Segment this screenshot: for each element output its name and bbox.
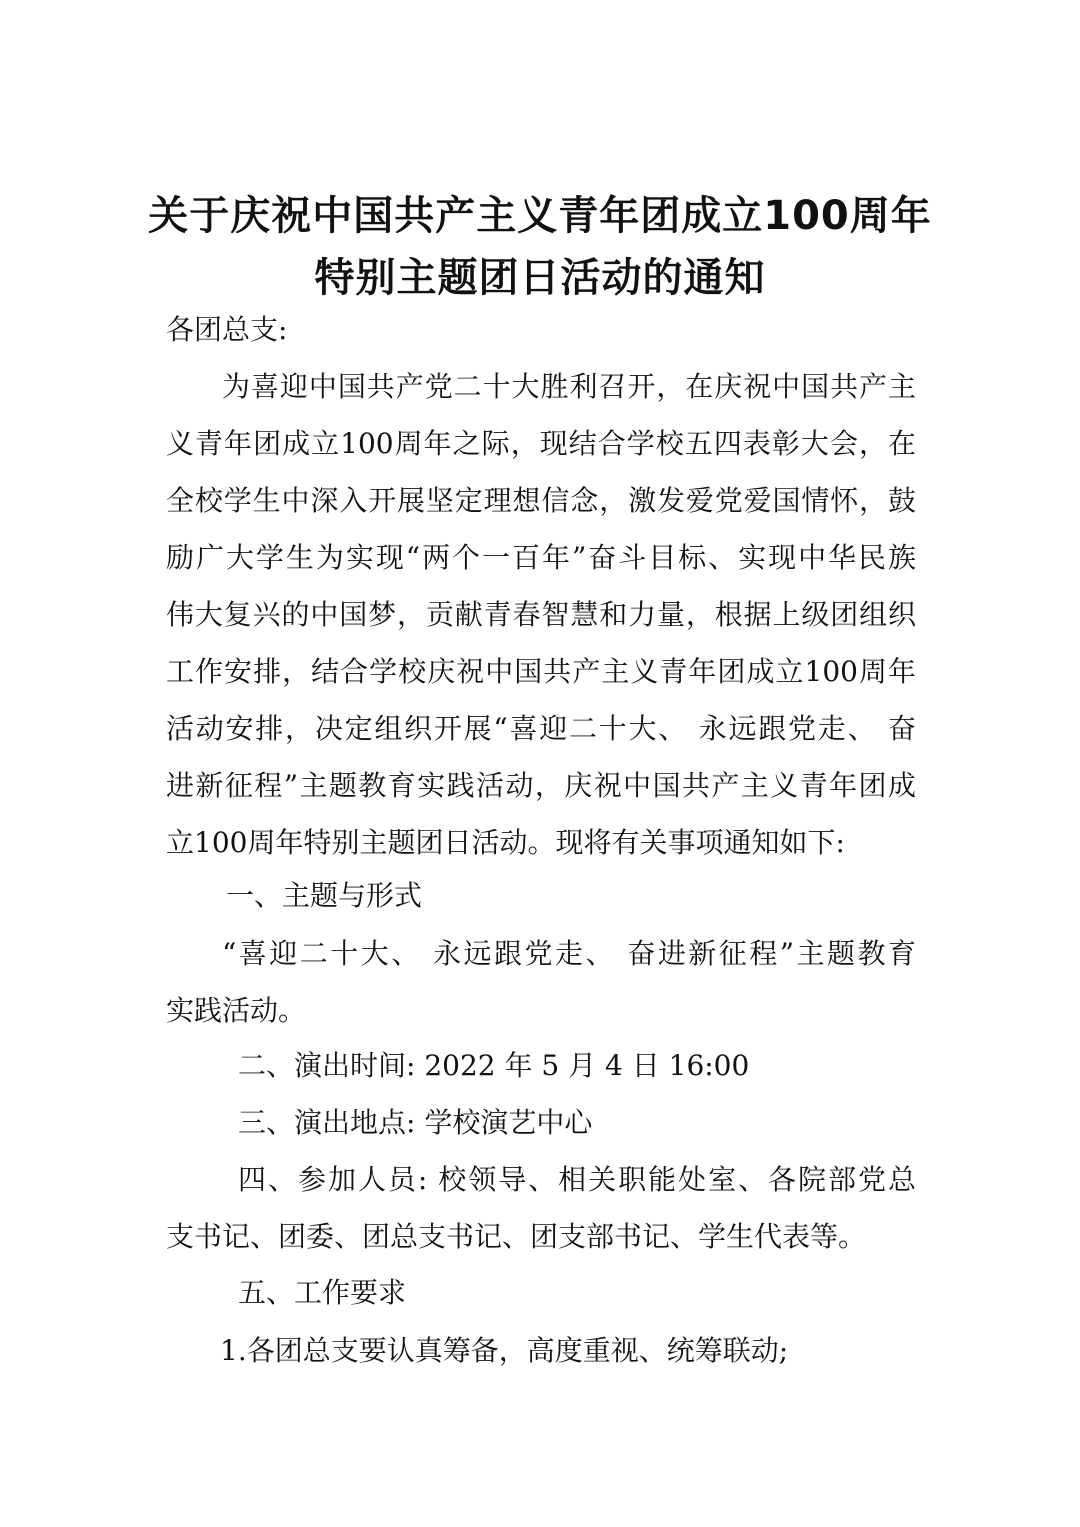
body-line-7: 活动安排，决定组织开展“喜迎二十大、 永远跟党走、 奋 [166,712,916,745]
document-title-line-2: 特别主题团日活动的通知 [314,255,766,301]
body-line-8: 进新征程”主题教育实践活动，庆祝中国共产主义青年团成 [166,769,916,802]
section-2-performance-time: 二、演出时间: 2022 年 5 月 4 日 16:00 [238,1049,750,1082]
body-line-6: 工作安排，结合学校庆祝中国共产主义青年团成立100周年 [166,655,916,688]
requirement-item-1: 1.各团总支要认真筹备，高度重视、统筹联动; [220,1334,789,1367]
body-line-1: 为喜迎中国共产党二十大胜利召开，在庆祝中国共产主 [222,370,916,403]
salutation: 各团总支: [166,313,288,346]
body-line-5: 伟大复兴的中国梦，贡献青春智慧和力量，根据上级团组织 [166,598,916,631]
section-1-line-2: 实践活动。 [166,994,307,1027]
section-4-line-1: 四、参加人员: 校领导、相关职能处室、各院部党总 [238,1163,916,1196]
section-5-heading: 五、工作要求 [238,1276,407,1309]
body-line-2: 义青年团成立100周年之际，现结合学校五四表彰大会，在 [166,427,916,460]
document-title-line-1: 关于庆祝中国共产主义青年团成立100周年 [148,193,932,239]
section-4-line-2: 支书记、团委、团总支书记、团支部书记、学生代表等。 [166,1220,867,1253]
body-line-3: 全校学生中深入开展坚定理想信念，激发爱党爱国情怀，鼓 [166,484,916,517]
section-1-line-1: “喜迎二十大、 永远跟党走、 奋进新征程”主题教育 [222,937,916,970]
body-line-9: 立100周年特别主题团日活动。现将有关事项通知如下: [166,826,845,859]
body-line-4: 励广大学生为实现“两个一百年”奋斗目标、实现中华民族 [166,541,916,574]
section-3-performance-venue: 三、演出地点: 学校演艺中心 [238,1106,593,1139]
section-1-heading: 一、主题与形式 [226,879,423,912]
